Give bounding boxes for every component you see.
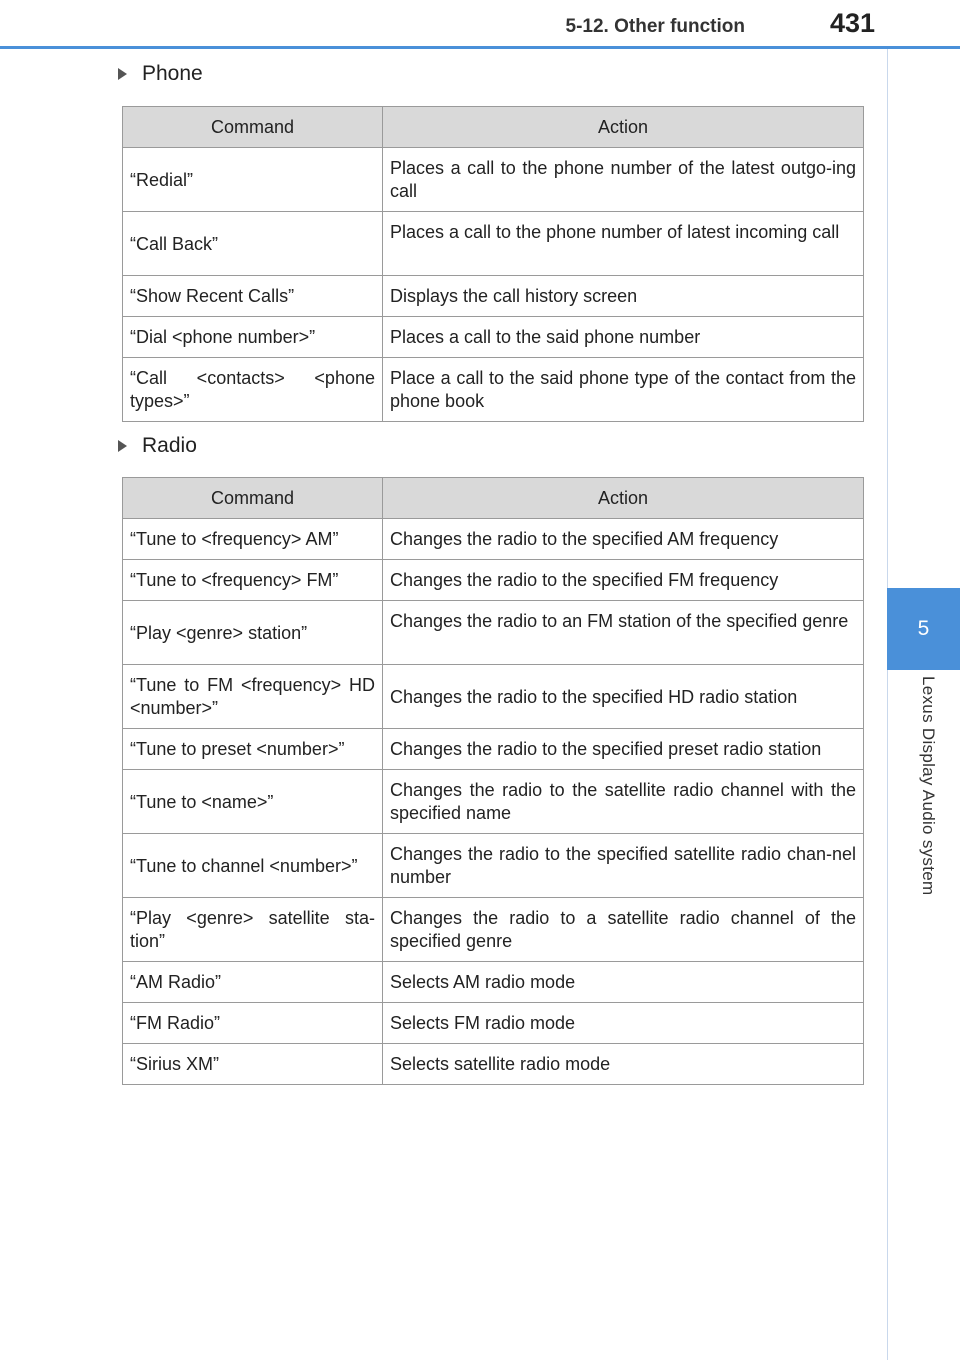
bullet-triangle-icon [118, 68, 127, 80]
column-header-action: Action [383, 478, 864, 519]
command-cell: “Tune to channel <number>” [123, 834, 383, 898]
table-row [123, 317, 864, 358]
command-cell: “Tune to <name>” [123, 770, 383, 834]
table-row [123, 898, 864, 962]
bullet-triangle-icon [118, 440, 127, 452]
action-cell: Places a call to the phone number of the latest outgo-ing call [383, 148, 864, 212]
action-cell: Changes the radio to an FM station of the specified genre [383, 601, 864, 665]
table-row [123, 729, 864, 770]
command-cell: “Dial <phone number>” [123, 317, 383, 358]
action-cell: Changes the radio to the specified FM frequency [383, 560, 864, 601]
column-header-command: Command [123, 107, 383, 148]
column-header-action: Action [383, 107, 864, 148]
phone-command-table [122, 106, 864, 422]
table-row [123, 601, 864, 665]
command-cell: “FM Radio” [123, 1003, 383, 1044]
action-cell: Displays the call history screen [383, 276, 864, 317]
action-cell: Changes the radio to the specified HD radio station [383, 665, 864, 729]
table-row [123, 212, 864, 276]
action-cell: Places a call to the said phone number [383, 317, 864, 358]
action-cell: Selects FM radio mode [383, 1003, 864, 1044]
command-cell: “Show Recent Calls” [123, 276, 383, 317]
action-cell: Places a call to the phone number of latest incoming call [383, 212, 864, 276]
table-header-row [123, 107, 864, 148]
action-cell: Changes the radio to the specified AM frequency [383, 519, 864, 560]
action-cell: Changes the radio to the specified satellite radio chan-nel number [383, 834, 864, 898]
command-cell: “Play <genre> satellite sta-tion” [123, 898, 383, 962]
page-header [0, 0, 960, 52]
command-cell: “Tune to <frequency> FM” [123, 560, 383, 601]
command-cell: “Tune to preset <number>” [123, 729, 383, 770]
action-cell: Selects satellite radio mode [383, 1044, 864, 1085]
command-cell: “Redial” [123, 148, 383, 212]
phone-heading [118, 62, 203, 86]
chapter-title: Lexus Display Audio system [919, 676, 938, 896]
phone-heading-label: Phone [142, 62, 203, 85]
action-cell: Place a call to the said phone type of the contact from the phone book [383, 358, 864, 422]
table-row [123, 276, 864, 317]
side-divider [887, 49, 888, 1360]
table-row [123, 148, 864, 212]
command-cell: “Call Back” [123, 212, 383, 276]
action-cell: Selects AM radio mode [383, 962, 864, 1003]
column-header-command: Command [123, 478, 383, 519]
table-row [123, 770, 864, 834]
table-row [123, 358, 864, 422]
action-cell: Changes the radio to a satellite radio channel of the specified genre [383, 898, 864, 962]
action-cell: Changes the radio to the specified preset radio station [383, 729, 864, 770]
command-cell: “AM Radio” [123, 962, 383, 1003]
table-row [123, 519, 864, 560]
command-cell: “Sirius XM” [123, 1044, 383, 1085]
command-cell: “Play <genre> station” [123, 601, 383, 665]
command-cell: “Call <contacts> <phone types>” [123, 358, 383, 422]
radio-command-table [122, 477, 864, 1085]
table-row [123, 834, 864, 898]
section-title: 5-12. Other function [565, 16, 745, 37]
table-row [123, 665, 864, 729]
header-rule [0, 46, 960, 49]
page-number: 431 [829, 8, 875, 38]
table-row [123, 1044, 864, 1085]
table-row [123, 560, 864, 601]
chapter-tab: 5 [887, 588, 960, 670]
table-row [123, 1003, 864, 1044]
action-cell: Changes the radio to the satellite radio channel with the specified name [383, 770, 864, 834]
command-cell: “Tune to FM <frequency> HD <number>” [123, 665, 383, 729]
table-row [123, 962, 864, 1003]
table-header-row [123, 478, 864, 519]
command-cell: “Tune to <frequency> AM” [123, 519, 383, 560]
radio-heading [118, 434, 197, 458]
radio-heading-label: Radio [142, 434, 197, 457]
